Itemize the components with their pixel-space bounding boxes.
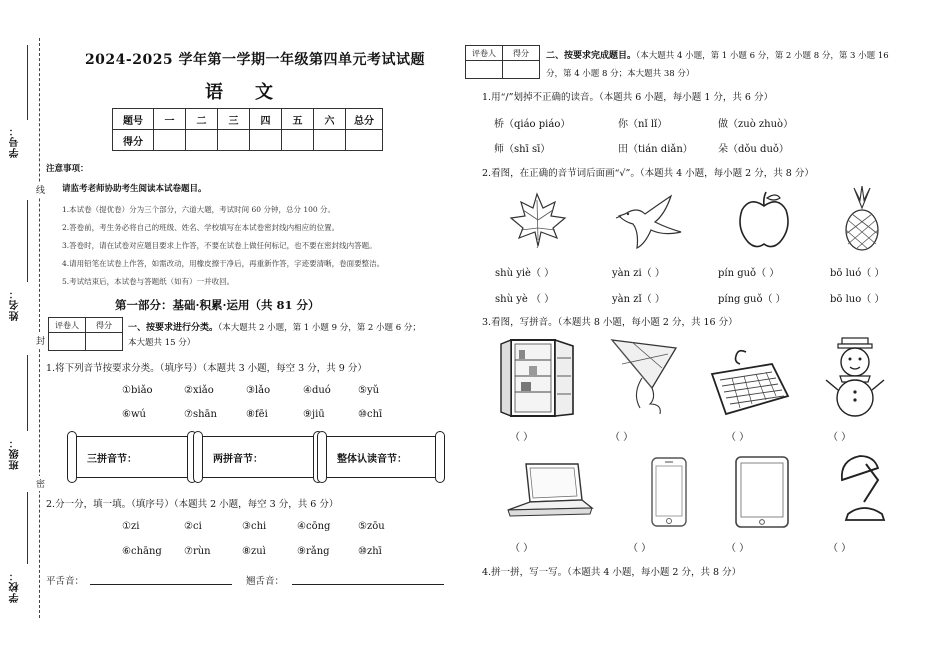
score-cell[interactable] bbox=[154, 130, 186, 151]
grader-label: 评卷人 bbox=[49, 318, 86, 333]
s2-q2-choice[interactable]: bō luo（ ） bbox=[830, 294, 885, 305]
s2-q2-choice[interactable]: yàn zǐ（ ） bbox=[612, 294, 665, 305]
grader-cell[interactable] bbox=[503, 61, 540, 79]
school-label: 学校： bbox=[10, 570, 21, 603]
s1-q1-option: ⑨jiū bbox=[303, 409, 325, 420]
binding-dashed-line bbox=[39, 38, 40, 618]
s2-q2-choice[interactable]: yàn zi（ ） bbox=[612, 268, 665, 279]
s2-q2-choice[interactable]: shù yiè（ ） bbox=[495, 268, 555, 279]
school-line[interactable] bbox=[27, 492, 28, 564]
s1-q2-option: ⑨rǎng bbox=[297, 546, 330, 557]
score-col-total: 总分 bbox=[346, 109, 383, 130]
section2-heading bbox=[546, 48, 889, 61]
class-label: 班级： bbox=[10, 437, 21, 470]
score-cell[interactable] bbox=[250, 130, 282, 151]
notice-item: 3.答卷时，请在试卷对应题目要求上作答，不要在试卷上做任何标记，也不要在密封线内答题。 bbox=[62, 241, 377, 250]
s1-q1-option: ②xiǎo bbox=[184, 385, 214, 396]
s1-q2-option: ⑥chāng bbox=[122, 546, 162, 557]
answer-paren[interactable]: （ ） bbox=[628, 543, 652, 554]
score-col-4: 四 bbox=[250, 109, 282, 130]
flat-tongue-answer-line[interactable] bbox=[90, 584, 232, 585]
s2-q4-text: 4.拼一拼，写一写。（本题共 4 小题，每小题 2 分，共 8 分） bbox=[482, 567, 742, 578]
s1-q2-option: ⑩zhī bbox=[358, 546, 382, 557]
score-table bbox=[112, 108, 383, 151]
kite-icon bbox=[602, 334, 682, 416]
section1-heading bbox=[128, 320, 421, 333]
s1-q1-option: ⑩chī bbox=[358, 409, 383, 420]
s2-q1-item[interactable]: 田（tián diǎn） bbox=[618, 144, 693, 155]
notice-heading: 注意事项： bbox=[46, 164, 89, 174]
s2-q2-text: 2.看图，在正确的音节词后面画“√”。（本题共 4 小题，每小题 2 分，共 8 分） bbox=[482, 168, 814, 179]
s1-q2-option: ③chi bbox=[242, 521, 267, 532]
answer-paren[interactable]: （ ） bbox=[828, 432, 852, 443]
retroflex-answer-line[interactable] bbox=[292, 584, 444, 585]
s1-q2-option: ⑧zuì bbox=[242, 546, 266, 557]
s2-q2-choice[interactable]: bō luó（ ） bbox=[830, 268, 885, 279]
s2-q1-text: 1.用“/”划掉不正确的读音。（本题共 6 小题，每小题 1 分，共 6 分） bbox=[482, 92, 773, 103]
s2-q1-item[interactable]: 朵（dǒu duǒ） bbox=[718, 144, 789, 155]
notice-item: 1.本试卷（提优卷）分为三个部分，六道大题，考试时间 60 分钟，总分 100 分。 bbox=[62, 205, 336, 214]
score-col-2: 二 bbox=[186, 109, 218, 130]
seal-mark-seal: 封 bbox=[36, 333, 45, 348]
score-cell[interactable] bbox=[314, 130, 346, 151]
score-table-header: 题号 bbox=[113, 109, 154, 130]
seal-mark-close: 密 bbox=[36, 476, 45, 491]
section2-title: 二、按要求完成题目。 bbox=[546, 51, 637, 61]
name-line[interactable] bbox=[27, 200, 28, 282]
s1-q1-option: ⑦shān bbox=[184, 409, 217, 420]
s1-q2-option: ⑤zōu bbox=[358, 521, 385, 532]
answer-paren[interactable]: （ ） bbox=[726, 543, 750, 554]
answer-scroll-whole[interactable] bbox=[322, 436, 440, 478]
notice-item: 5.考试结束后，本试卷与答题纸（如有）一并收回。 bbox=[62, 277, 235, 286]
pineapple-icon bbox=[838, 186, 886, 252]
answer-paren[interactable]: （ ） bbox=[828, 543, 852, 554]
s1-q2-text: 2.分一分，填一填。（填序号）（本题共 2 小题，每空 3 分，共 6 分） bbox=[46, 499, 339, 510]
grader-cell[interactable] bbox=[466, 61, 503, 79]
score-col-5: 五 bbox=[282, 109, 314, 130]
score-cell[interactable] bbox=[282, 130, 314, 151]
s2-q1-item[interactable]: 桥（qiáo piáo） bbox=[494, 119, 571, 130]
grader-box-2 bbox=[465, 45, 540, 79]
grader-cell[interactable] bbox=[49, 333, 86, 351]
s1-q1-option: ⑤yǔ bbox=[358, 385, 380, 396]
section2-desc: （本大题共 4 小题，第 1 小题 6 分，第 2 小题 8 分，第 3 小题 16 bbox=[636, 51, 889, 61]
s1-q1-option: ③lǎo bbox=[246, 385, 271, 396]
answer-paren[interactable]: （ ） bbox=[510, 543, 534, 554]
answer-paren[interactable]: （ ） bbox=[726, 432, 750, 443]
score-cell[interactable] bbox=[186, 130, 218, 151]
grader-score-label: 得分 bbox=[86, 318, 123, 333]
score-row-label: 得分 bbox=[113, 130, 154, 151]
score-cell[interactable] bbox=[346, 130, 383, 151]
seal-mark-line: 线 bbox=[36, 182, 45, 197]
retroflex-label: 翘舌音： bbox=[246, 576, 285, 587]
answer-scroll-diphthong[interactable] bbox=[198, 436, 318, 478]
section1-desc-2: 本大题共 15 分） bbox=[128, 338, 196, 348]
section1-desc-line2 bbox=[128, 336, 195, 348]
s1-q1-option: ①biǎo bbox=[122, 385, 153, 396]
desk-lamp-icon bbox=[834, 450, 894, 526]
s1-q2-option: ①zi bbox=[122, 521, 140, 532]
s1-q1-option: ⑥wú bbox=[122, 409, 146, 420]
name-label: 姓名： bbox=[10, 288, 21, 321]
s1-q1-option: ④duó bbox=[303, 385, 331, 396]
section2-desc-2: 分，第 4 小题 8 分；本大题共 38 分） bbox=[546, 69, 695, 79]
s1-q2-option: ④cōng bbox=[297, 521, 331, 532]
s1-q2-option: ⑦rùn bbox=[184, 546, 211, 557]
snowman-icon bbox=[824, 336, 888, 418]
answer-paren[interactable]: （ ） bbox=[510, 432, 534, 443]
notice-item: 4.请用铅笔在试卷上作答，如需改动，用橡皮擦干净后，再重新作答，字迹要清晰，卷面要整洁。 bbox=[62, 259, 385, 268]
notice-lead: 请监考老师协助考生阅读本试卷题目。 bbox=[62, 184, 207, 194]
scroll-label: 三拼音节： bbox=[87, 454, 137, 465]
notice-item: 2.答卷前，考生务必将自己的班级、姓名、学校填写在本试卷密封线内相应的位置。 bbox=[62, 223, 340, 232]
laptop-icon bbox=[502, 460, 594, 524]
grader-label: 评卷人 bbox=[466, 46, 503, 61]
maple-leaf-icon bbox=[505, 190, 570, 250]
subject-title: 语文 bbox=[205, 82, 305, 103]
section1-title: 一、按要求进行分类。 bbox=[128, 323, 219, 333]
s1-q1-text: 1.将下列音节按要求分类。（填序号）（本题共 3 小题，每空 3 分，共 9 分） bbox=[46, 363, 367, 374]
s2-q1-item[interactable]: 做（zuò zhuò） bbox=[718, 119, 794, 130]
s2-q3-text: 3.看图，写拼音。（本题共 8 小题，每小题 2 分，共 16 分） bbox=[482, 317, 738, 328]
student-id-line[interactable] bbox=[27, 45, 28, 120]
phone-icon bbox=[648, 456, 690, 528]
scroll-label: 两拼音节： bbox=[213, 454, 263, 465]
score-col-3: 三 bbox=[218, 109, 250, 130]
answer-scroll-triphthong[interactable] bbox=[72, 436, 192, 478]
s2-q2-choice[interactable]: píng guǒ（ ） bbox=[718, 294, 786, 305]
s2-q2-choice[interactable]: pín guǒ（ ） bbox=[718, 268, 780, 279]
grader-score-label: 得分 bbox=[503, 46, 540, 61]
student-id-label: 学号： bbox=[10, 125, 21, 158]
apple-icon bbox=[736, 190, 792, 250]
section2-desc-line2 bbox=[546, 67, 694, 79]
s1-q1-option: ⑧fēi bbox=[246, 409, 268, 420]
answer-paren[interactable]: （ ） bbox=[610, 432, 634, 443]
class-line[interactable] bbox=[27, 355, 28, 431]
section1-desc: （本大题共 2 小题，第 1 小题 9 分，第 2 小题 6 分； bbox=[218, 323, 421, 333]
grader-cell[interactable] bbox=[86, 333, 123, 351]
score-col-1: 一 bbox=[154, 109, 186, 130]
score-col-6: 六 bbox=[314, 109, 346, 130]
part1-title: 第一部分：基础·积累·运用（共 81 分） bbox=[115, 298, 320, 312]
grader-box bbox=[48, 317, 123, 351]
tablet-icon bbox=[732, 455, 792, 529]
s1-q2-option: ②ci bbox=[184, 521, 202, 532]
flat-tongue-label: 平舌音： bbox=[46, 576, 85, 587]
refrigerator-icon bbox=[497, 336, 577, 420]
keyboard-icon bbox=[708, 346, 790, 418]
s2-q1-item[interactable]: 你（nǐ lǐ） bbox=[618, 119, 668, 130]
swallow-icon bbox=[615, 192, 687, 250]
s2-q2-choice[interactable]: shù yè （ ） bbox=[495, 294, 555, 305]
scroll-label: 整体认读音节： bbox=[337, 454, 407, 465]
score-cell[interactable] bbox=[218, 130, 250, 151]
exam-title: 2024-2025 学年第一学期一年级第四单元考试试题 bbox=[84, 52, 426, 68]
s2-q1-item[interactable]: 师（shī sī） bbox=[494, 144, 551, 155]
